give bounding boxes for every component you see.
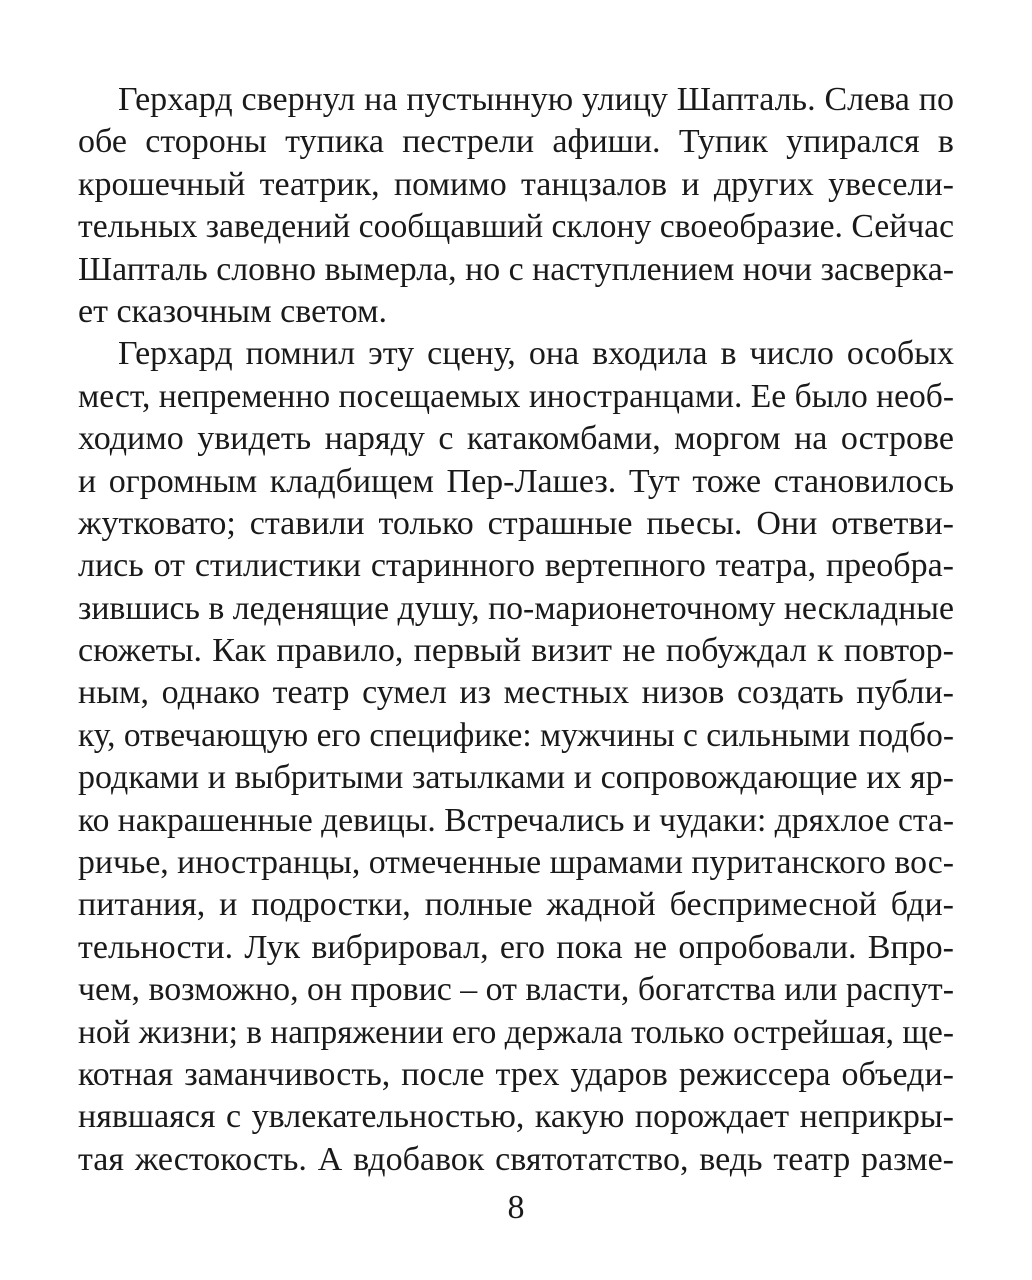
text-line: крошечный театрик, помимо танцзалов и других увесели- — [78, 165, 954, 203]
paragraph-1 — [78, 79, 954, 333]
text-line: ко накрашенные девицы. Встречались и чудаки: дряхлое ста- — [78, 801, 955, 839]
text-line: лись от стилистики старинного вертепного театра, преобра- — [78, 547, 954, 585]
text-line: ным, однако театр сумел из местных низов создать публи- — [78, 674, 954, 712]
text-line: мест, непременно посещаемых иностранцами. Ее было необ- — [78, 377, 955, 415]
text-line: Герхард свернул на пустынную улицу Шапталь. Слева по — [118, 81, 954, 118]
text-line: Герхард помнил эту сцену, она входила в число особых — [118, 335, 954, 373]
text-line: ходимо увидеть наряду с катакомбами, моргом на острове — [78, 420, 954, 458]
text-line: тельных заведений сообщавший склону своеобразие. Сейчас — [78, 208, 955, 246]
text-line: ной жизни; в напряжении его держала только острейшая, ще- — [78, 1013, 954, 1051]
text-line: ку, отвечающую его специфике: мужчины с сильными подбо- — [78, 716, 954, 754]
text-line: тая жестокость. А вдобавок святотатство, ведь театр разме- — [78, 1140, 954, 1178]
text-line: жутковато; ставили только страшные пьесы. Они ответви- — [78, 504, 954, 542]
text-line: чем, возможно, он провис – от власти, богатства или распут- — [78, 971, 955, 1009]
text-line: сюжеты. Как правило, первый визит не побуждал к повтор- — [78, 632, 954, 670]
text-line: ричье, иностранцы, отмеченные шрамами пуританского вос- — [78, 844, 955, 882]
text-line: Шапталь словно вымерла, но с наступлением ночи засверка- — [78, 250, 955, 288]
text-line: тельности. Лук вибрировал, его пока не опробовали. Впро- — [78, 928, 954, 966]
text-line: и огромным кладбищем Пер-Лашез. Тут тоже становилось — [78, 462, 954, 500]
text-line: зившись в леденящие душу, по-марионеточному нескладные — [78, 589, 955, 627]
text-line: нявшаяся с увлекательностью, какую порождает неприкры- — [78, 1098, 954, 1136]
text-line: обе стороны тупика пестрели афиши. Тупик упирался в — [78, 123, 954, 161]
book-page — [78, 79, 954, 1181]
text-line: котная заманчивость, после трех ударов режиссера объеди- — [78, 1055, 954, 1093]
text-line: ет сказочным светом. — [78, 292, 387, 330]
text-line: родками и выбритыми затылками и сопровождающие их яр- — [78, 759, 954, 797]
paragraph-2 — [78, 333, 954, 1181]
page-number: 8 — [507, 1189, 525, 1226]
text-line: питания, и подростки, полные жадной беспримесной бди- — [78, 886, 954, 924]
